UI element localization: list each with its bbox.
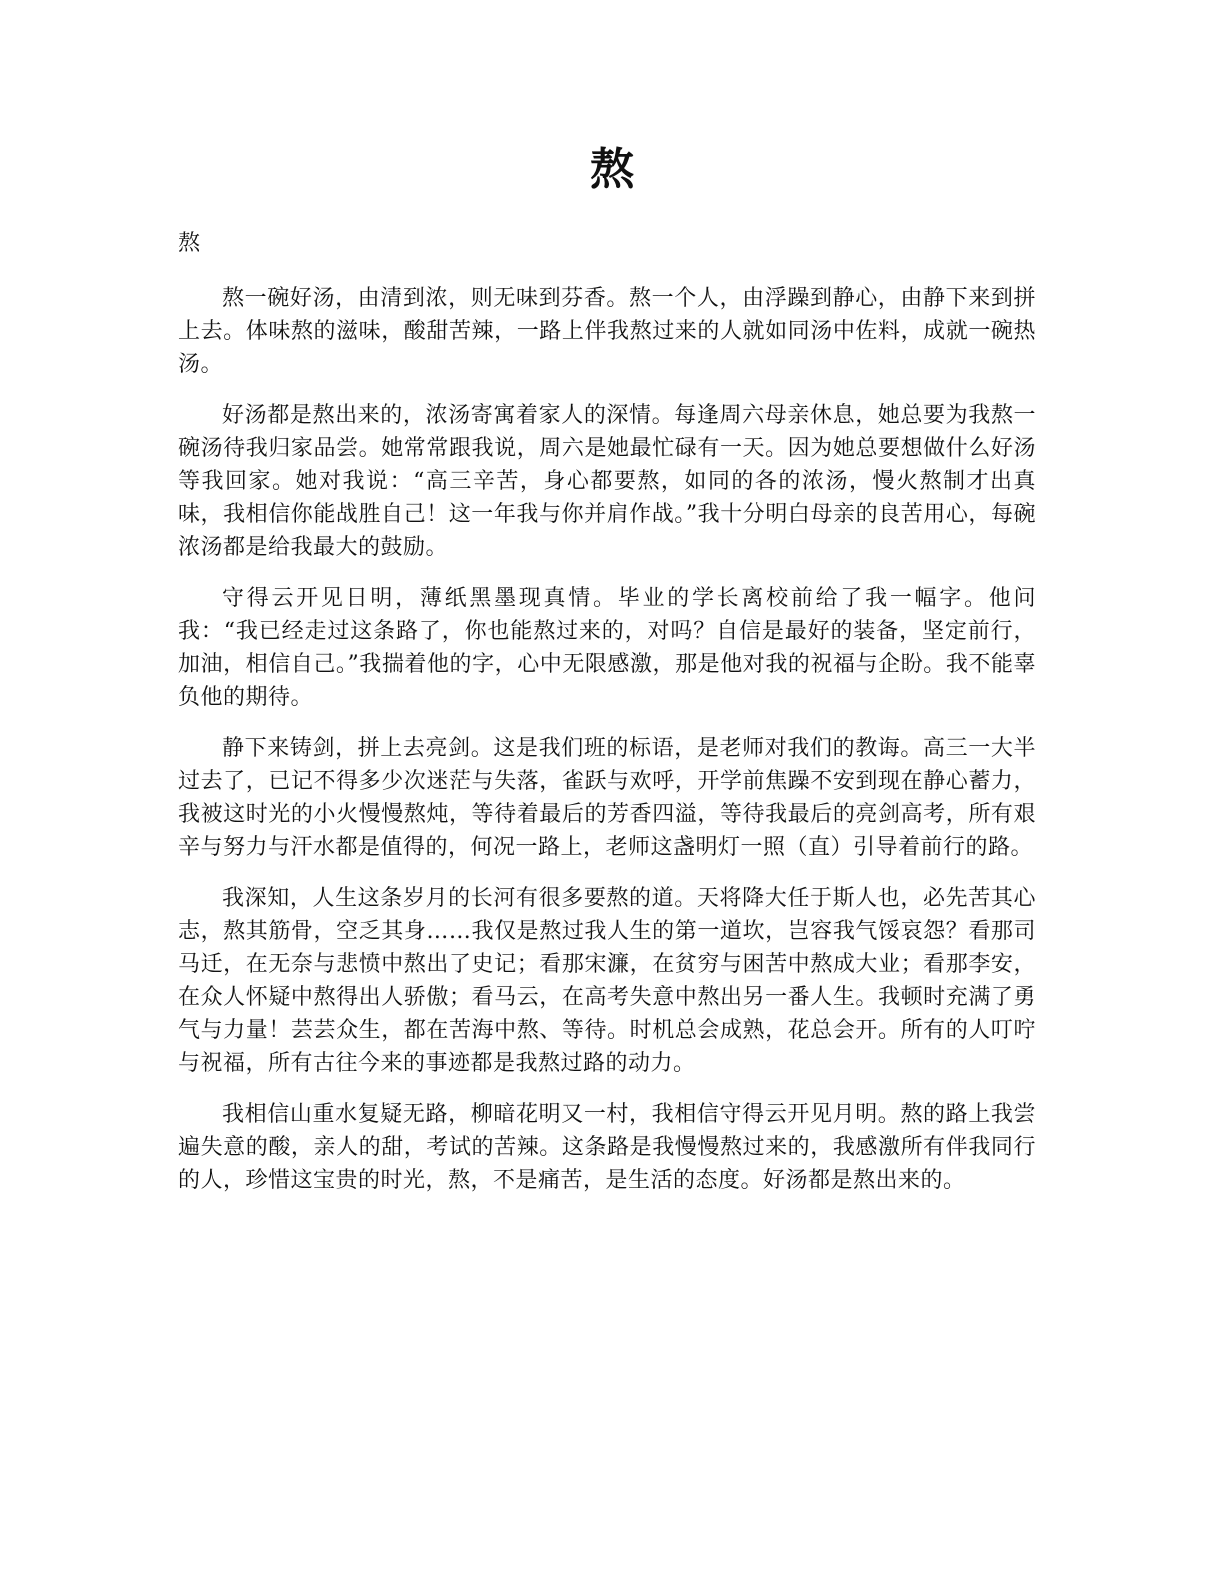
paragraph-4: 静下来铸剑，拼上去亮剑。这是我们班的标语，是老师对我们的教诲。高三一大半过去了，已记不得多少次迷茫与失落，雀跃与欢呼，开学前焦躁不安到现在静心蓄力，我被这时光的小火慢慢熬炖，等待着最后的芳香四溢，等待我最后的亮剑高考，所有艰辛与努力与汗水都是值得的，何况一路上，老师这盏明灯一照（直）引导着前行的路。 bbox=[178, 736, 1036, 860]
paragraph-5: 我深知，人生这条岁月的长河有很多要熬的道。天将降大任于斯人也，必先苦其心志，熬其筋骨，空乏其身……我仅是熬过我人生的第一道坎，岂容我气馁哀怨？看那司马迁，在无奈与悲愤中熬出了史记；看那宋濂，在贫穷与困苦中熬成大业；看那李安，在众人怀疑中熬得出人骄傲；看马云，在高考失意中熬出另一番人生。我顿时充满了勇气与力量！芸芸众生，都在苦海中熬、等待。时机总会成熟，花总会开。所有的人叮咛与祝福，所有古往今来的事迹都是我熬过路的动力。 bbox=[178, 886, 1036, 1076]
document-title: 熬 bbox=[590, 144, 634, 195]
paragraph-2: 好汤都是熬出来的，浓汤寄寓着家人的深情。每逢周六母亲休息，她总要为我熬一碗汤待我归家品尝。她常常跟我说，周六是她最忙碌有一天。因为她总要想做什么好汤等我回家。她对我说：“高三辛苦，身心都要熬，如同的各的浓汤，慢火熬制才出真味，我相信你能战胜自己！这一年我与你并肩作战。”我十分明白母亲的良苦用心，每碗浓汤都是给我最大的鼓励。 bbox=[178, 403, 1036, 560]
document-subtitle: 熬 bbox=[178, 231, 201, 256]
paragraph-1: 熬一碗好汤，由清到浓，则无味到芬香。熬一个人，由浮躁到静心，由静下来到拼上去。体味熬的滋味，酸甜苦辣，一路上伴我熬过来的人就如同汤中佐料，成就一碗热汤。 bbox=[178, 286, 1036, 377]
paragraph-3: 守得云开见日明，薄纸黑墨现真情。毕业的学长离校前给了我一幅字。他问我：“我已经走过这条路了，你也能熬过来的，对吗？自信是最好的装备，坚定前行，加油，相信自己。”我揣着他的字，心中无限感激，那是他对我的祝福与企盼。我不能辜负他的期待。 bbox=[178, 586, 1036, 710]
paragraph-6: 我相信山重水复疑无路，柳暗花明又一村，我相信守得云开见月明。熬的路上我尝遍失意的酸，亲人的甜，考试的苦辣。这条路是我慢慢熬过来的，我感激所有伴我同行的人，珍惜这宝贵的时光，熬，不是痛苦，是生活的态度。好汤都是熬出来的。 bbox=[178, 1102, 1036, 1193]
document-body bbox=[178, 282, 1036, 1215]
